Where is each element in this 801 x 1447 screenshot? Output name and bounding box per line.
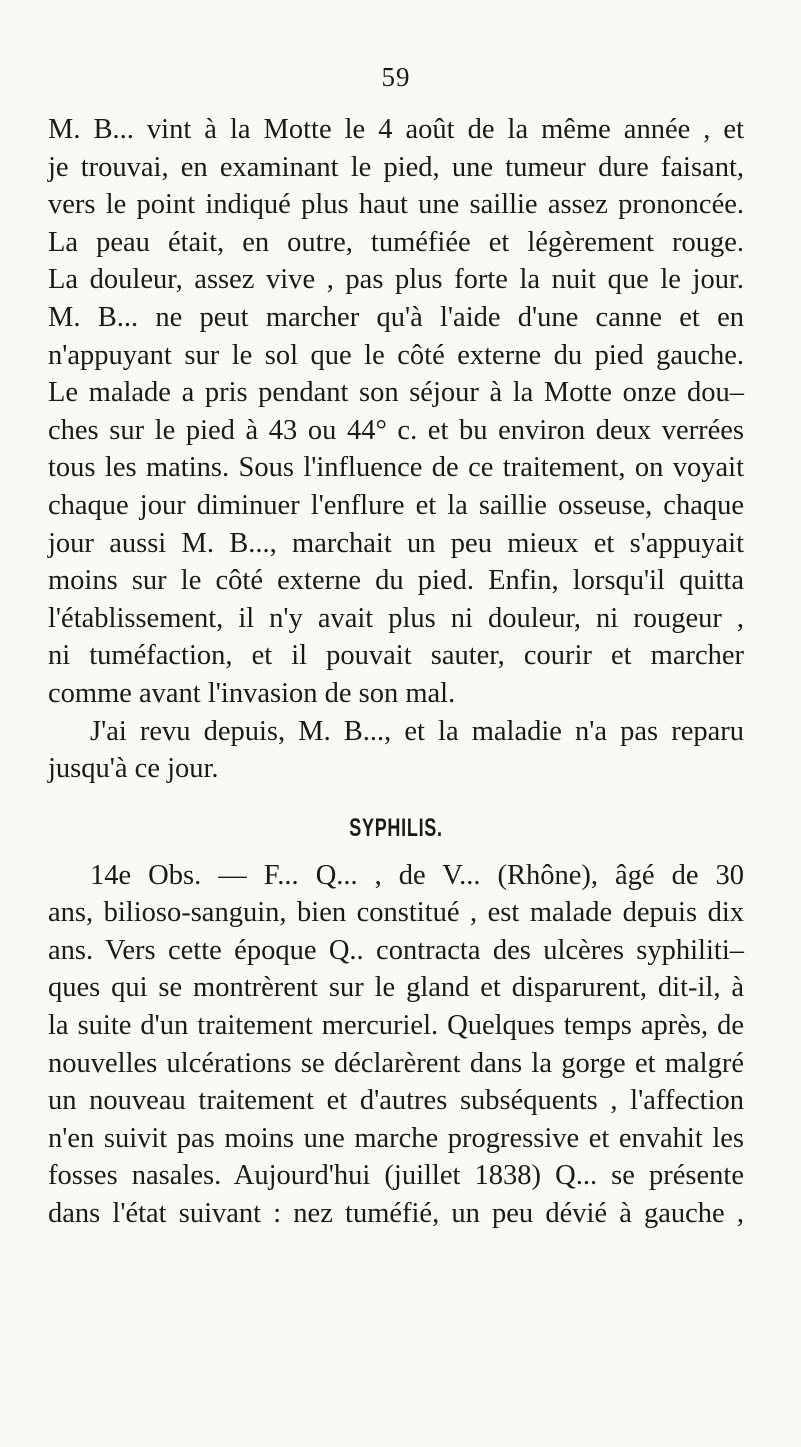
page-number: 59 (381, 62, 411, 92)
text-line: M. B... vint à la Motte le 4 août de la même année , et (48, 114, 744, 145)
text-line: ches sur le pied à 43 ou 44° c. et bu environ deux verrées (48, 414, 744, 446)
text-line: jusqu'à ce jour. (48, 753, 219, 785)
text-line: l'établissement, il n'y avait plus ni douleur, ni rougeur , (48, 602, 744, 634)
text-line: Le malade a pris pendant son séjour à la Motte onze dou– (48, 377, 744, 409)
paragraph-case-13-continued (48, 111, 744, 713)
text-line: je trouvai, en examinant le pied, une tumeur dure faisant, (48, 151, 744, 183)
text-line: La peau était, en outre, tuméfiée et légèrement rouge. (48, 226, 744, 258)
text-line: fosses nasales. Aujourd'hui (juillet 1838) Q... se présente (48, 1160, 744, 1192)
text-line: n'appuyant sur le sol que le côté externe du pied gauche. (48, 339, 744, 371)
document-page (48, 62, 744, 1233)
text-line: ans, bilioso-sanguin, bien constitué , est malade depuis dix (48, 897, 744, 929)
text-line: un nouveau traitement et d'autres subséquents , l'affection (48, 1085, 744, 1117)
text-line: ni tuméfaction, et il pouvait sauter, courir et marcher (48, 640, 744, 672)
text-line: nouvelles ulcérations se déclarèrent dans la gorge et malgré (48, 1047, 744, 1079)
text-line: la suite d'un traitement mercuriel. Quelques temps après, de (48, 1010, 744, 1042)
text-line: jour aussi M. B..., marchait un peu mieux et s'appuyait (48, 527, 744, 559)
text-line: vers le point indiqué plus haut une saillie assez prononcée. (48, 189, 744, 221)
text-line: ans. Vers cette époque Q.. contracta des ulcères syphiliti– (48, 934, 744, 966)
paragraph-follow-up (48, 713, 744, 788)
text-line: comme avant l'invasion de son mal. (48, 677, 456, 709)
text-line: La douleur, assez vive , pas plus forte la nuit que le jour. (48, 264, 744, 296)
paragraph-case-14 (48, 857, 744, 1233)
text-line: n'en suivit pas moins une marche progressive et envahit les (48, 1122, 744, 1154)
text-line: tous les matins. Sous l'influence de ce traitement, on voyait (48, 452, 744, 484)
text-line: ques qui se montrèrent sur le gland et disparurent, dit-il, à (48, 972, 744, 1004)
text-line: M. B... ne peut marcher qu'à l'aide d'une canne et en (48, 301, 744, 333)
text-line: dans l'état suivant : nez tuméfié, un peu dévié à gauche , (48, 1198, 744, 1230)
text-line: 14e Obs. — F... Q... , de V... (Rhône), âgé de 30 (90, 859, 744, 891)
text-line: moins sur le côté externe du pied. Enfin, lorsqu'il quitta (48, 565, 744, 597)
text-line: chaque jour diminuer l'enflure et la saillie osseuse, chaque (48, 489, 744, 521)
section-title: SYPHILIS. (349, 813, 443, 842)
text-line: J'ai revu depuis, M. B..., et la maladie n'a pas reparu (90, 715, 744, 747)
